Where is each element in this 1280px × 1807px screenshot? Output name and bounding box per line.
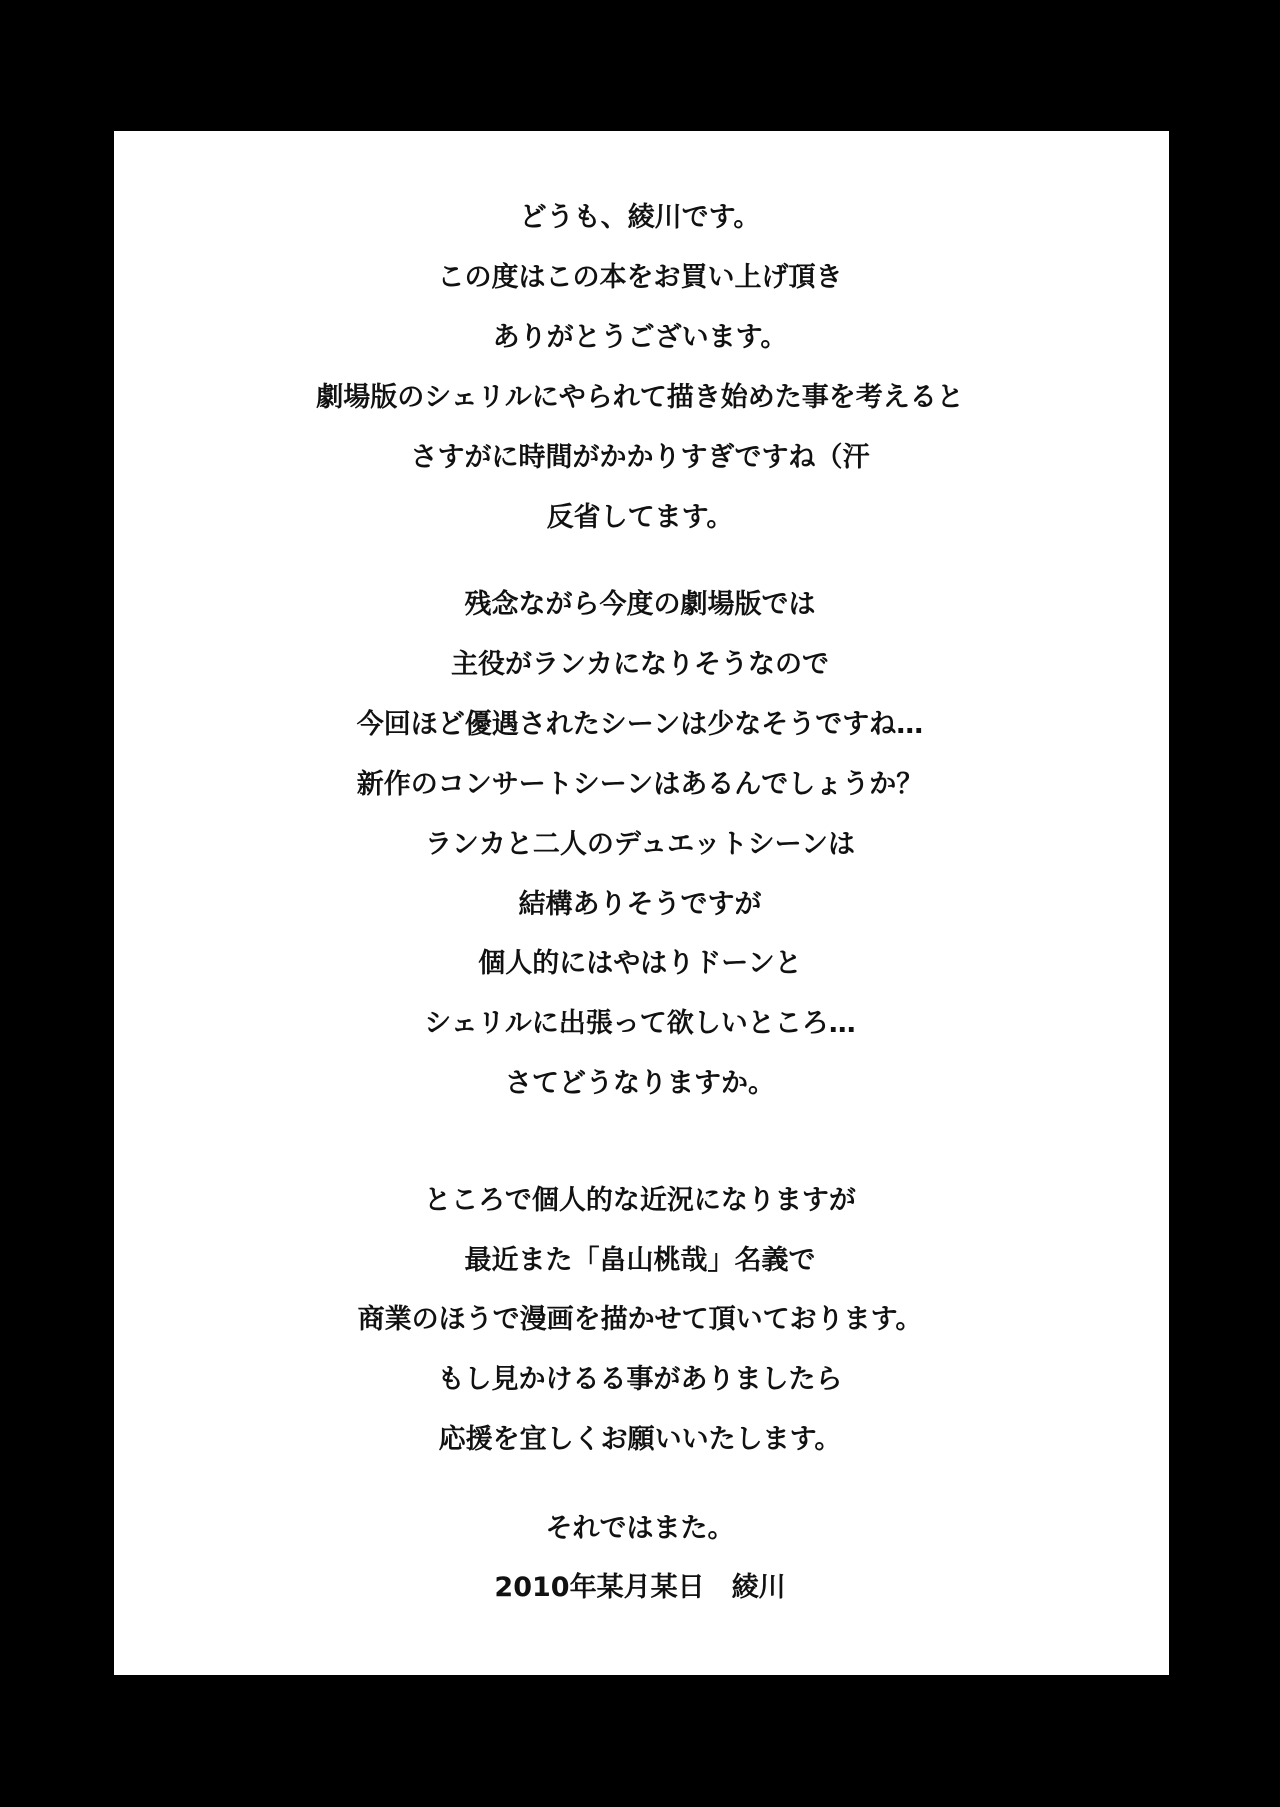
text-line: 応援を宜しくお願いいたします。 [438,1424,842,1455]
text-line: 今回ほど優遇されたシーンは少なそうですね… [356,709,924,740]
text-line: ランカと二人のデュエットシーンは [424,829,856,860]
text-line: シェリルに出張って欲しいところ… [424,1008,856,1039]
text-line: ありがとうございます。 [492,322,788,353]
signature-line: 2010年某月某日 綾川 [494,1572,786,1603]
text-line: 商業のほうで漫画を描かせて頂いております。 [357,1304,923,1335]
text-line: 残念ながら今度の劇場版では [464,589,816,620]
text-line: 個人的にはやはりドーンと [478,948,802,979]
text-line: 劇場版のシェリルにやられて描き始めた事を考えると [316,382,964,413]
text-line: 最近また「畠山桃哉」名義で [464,1245,816,1276]
text-line: 反省してます。 [546,502,734,533]
text-line: 新作のコンサートシーンはあるんでしょうか？ [356,769,924,800]
text-line: さてどうなりますか。 [505,1068,775,1099]
text-line: 主役がランカになりそうなので [451,649,829,680]
text-line: どうも、綾川です。 [519,202,761,233]
closing-line: それではまた。 [545,1513,735,1544]
text-line: 結構ありそうですが [518,889,762,920]
text-line: さすがに時間がかかりすぎですね（汗 [410,442,870,473]
text-line: もし見かけるる事がありましたら [437,1364,843,1395]
text-line: ところで個人的な近況になりますが [424,1185,856,1216]
text-line: この度はこの本をお買い上げ頂き [437,262,843,293]
